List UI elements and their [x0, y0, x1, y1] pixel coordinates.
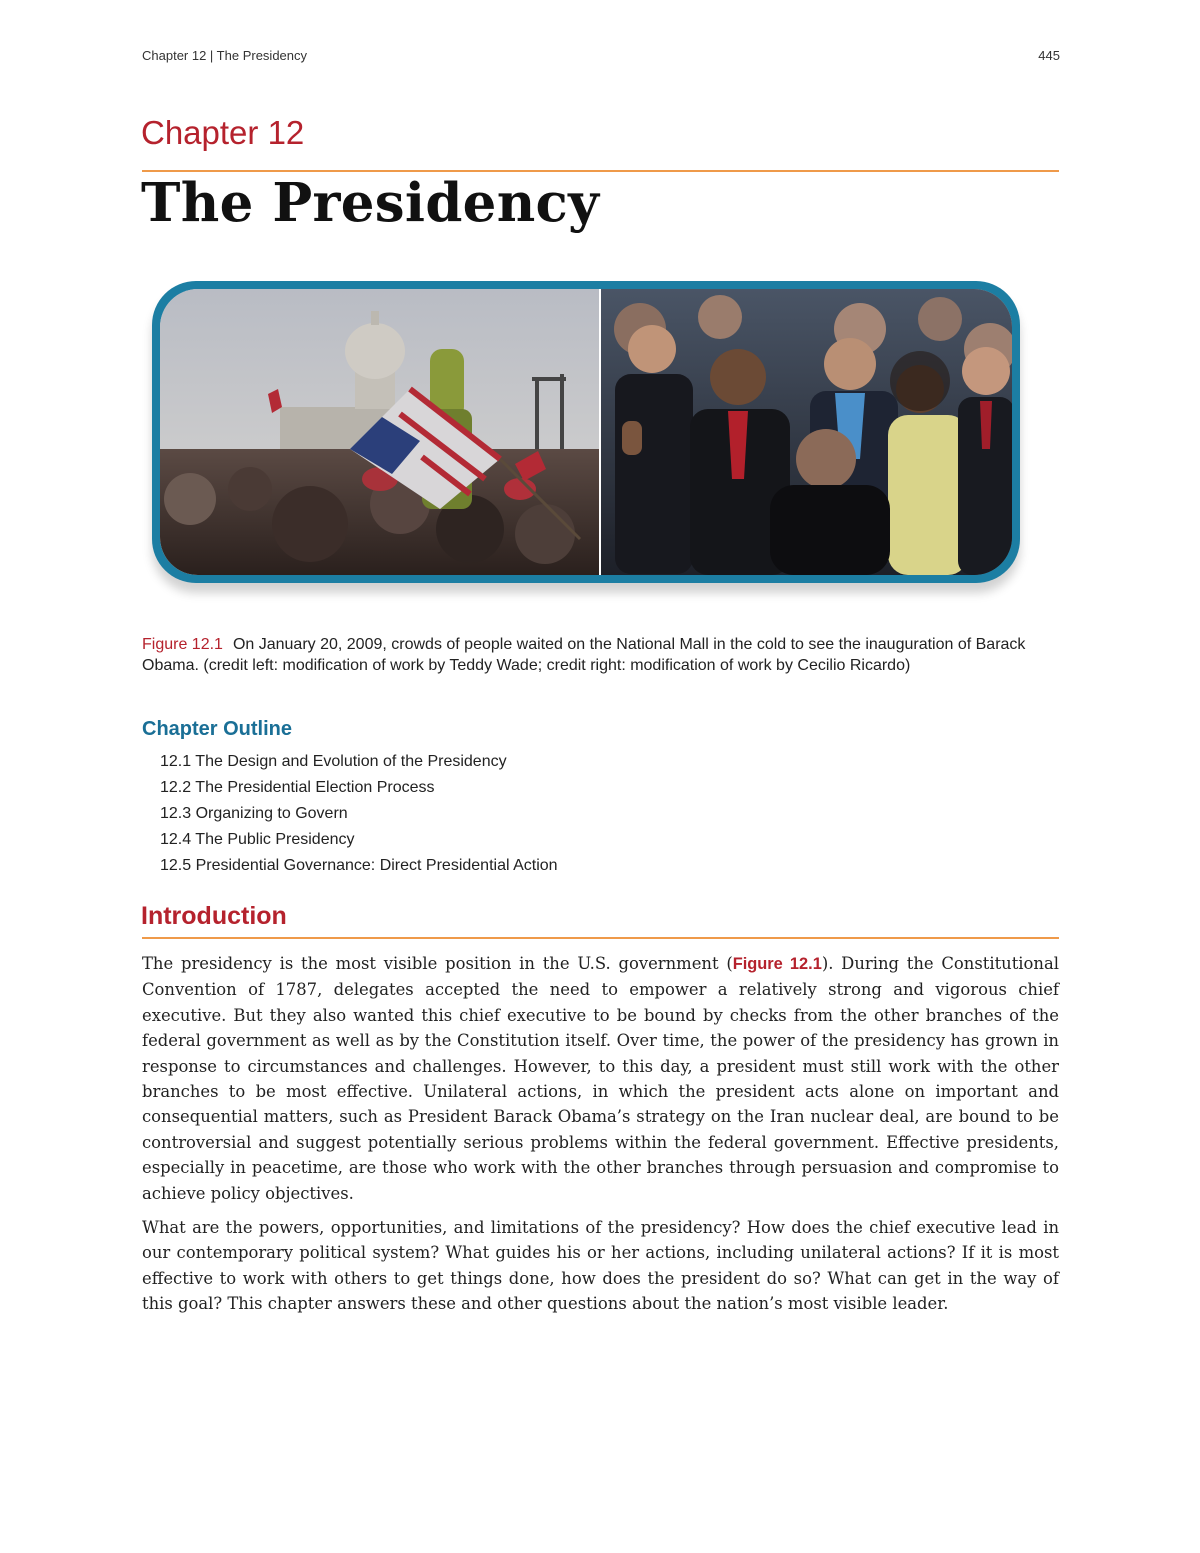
- figure-reference-link[interactable]: Figure 12.1: [732, 955, 822, 973]
- inauguration-photo: [160, 289, 1012, 575]
- left-photo-national-mall: [160, 289, 600, 575]
- introduction-paragraph-1: [142, 951, 1059, 1206]
- outline-item[interactable]: 12.3 Organizing to Govern: [160, 805, 348, 822]
- chapter-opener-figure: [152, 281, 1020, 583]
- running-head: [142, 48, 1060, 66]
- outline-item[interactable]: 12.4 The Public Presidency: [160, 831, 355, 848]
- chapter-title: The Presidency: [141, 172, 600, 234]
- figure-label: Figure 12.1: [142, 636, 223, 653]
- page-number: 445: [1038, 48, 1060, 63]
- introduction-paragraph-2: What are the powers, opportunities, and limitations of the presidency? How does the chief executive lead in our contemporary political system? What guides his or her actions, including unilateral actions? If it is most effective to work with others to get things done, how does the president do so? What can get in the way of this goal? This chapter answers these and other questions about the nation’s most visible leader.: [142, 1218, 1059, 1314]
- introduction-heading: Introduction: [141, 902, 287, 930]
- outline-item[interactable]: 12.5 Presidential Governance: Direct Presidential Action: [160, 857, 558, 874]
- outline-item[interactable]: 12.1 The Design and Evolution of the Presidency: [160, 753, 507, 770]
- outline-item[interactable]: 12.2 The Presidential Election Process: [160, 779, 435, 796]
- running-head-title: Chapter 12 | The Presidency: [142, 48, 308, 63]
- chapter-label: Chapter 12: [141, 114, 305, 151]
- right-photo-swearing-in: [600, 289, 1012, 575]
- chapter-outline-heading: Chapter Outline: [142, 718, 293, 740]
- p1-text-start: The presidency is the most visible position in the U.S. government (: [142, 954, 733, 973]
- figure-caption: [142, 634, 1060, 676]
- p1-text-end: ). During the Constitutional Convention of 1787, delegates accepted the need to empower a relatively strong and vigorous chief executive. But they also wanted this chief executive to be bound by checks from the other branches of the federal government as well as by the Constitution itself. Over time, the power of the presidency has grown in response to circumstances and challenges. However, to this day, a president must still work with the other branches to be most effective. Unilateral actions, in which the president acts alone on important and consequential matters, such as President Barack Obama’s strategy on the Iran nuclear deal, are bound to be controversial and suggest potentially serious problems within the federal government. Effective presidents, especially in peacetime, are those who work with the other branches through persuasion and compromise to achieve policy objectives.: [142, 954, 1059, 1203]
- figure-caption-text: On January 20, 2009, crowds of people waited on the National Mall in the cold to see the inauguration of Barack Obama. (credit left: modification of work by Teddy Wade; credit right: modification of work by Cecilio Ricardo): [142, 636, 1026, 674]
- figure-photo: [160, 289, 1012, 575]
- chapter-outline-list: [160, 751, 558, 881]
- introduction-rule: [142, 937, 1059, 939]
